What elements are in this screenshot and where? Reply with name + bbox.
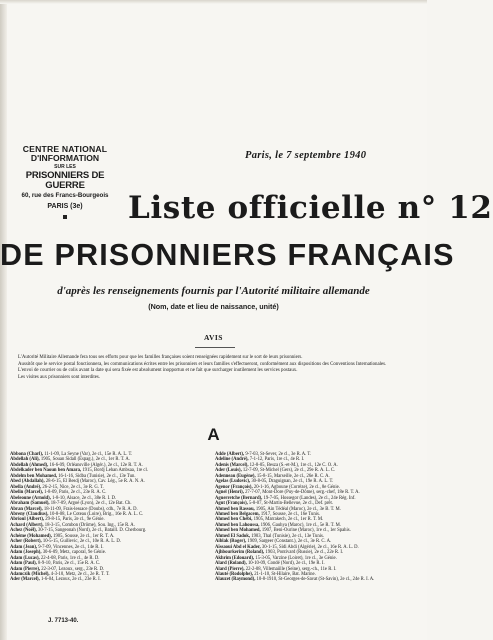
entry-details: 19-7-05, Hossegor (Landes), 2e cl., 24e Rég. Inf.	[262, 495, 356, 501]
entry-name: Ahmed El Sadok,	[215, 533, 251, 539]
entry-name: Ahmed ben Mohamed,	[215, 528, 261, 534]
entry-name: Agelas (Ludovic),	[215, 479, 251, 485]
entry-name: Agnel (Henri),	[215, 490, 244, 496]
entry-details: 1905, Sousse, 2e cl., 1er R. T. A.	[51, 533, 115, 539]
entry-details: 10-5-15, Guillevic, 2e cl., 10e R. A. L. D.	[41, 539, 121, 545]
entry-name: Adam (Pierre),	[10, 566, 41, 572]
entry-details: 22-4-08, Paris, 1re cl., 4e R. D.	[39, 555, 100, 561]
entry-details: 10-8-1910, St-Georges-de-Savat (St-Savin), 2e cl., 24e R. I. A.	[255, 577, 375, 583]
entry-name: Ahmed ben Chébi,	[215, 517, 253, 523]
notice-heading: AVIS	[204, 333, 223, 342]
entry-name: Ahmed ben Rassou,	[215, 506, 255, 512]
entry-details: 1903, Thal (Tunisie), 2e cl., 13e Tunis.	[250, 533, 325, 539]
entry-details: 28-6-15, El Besdj (Maroc), Cav. Lég., 5e R. A. N. A.	[44, 479, 145, 485]
subtitle: d'après les renseignements fournis par l'Autorité militaire allemande	[57, 285, 370, 297]
list-entry	[215, 577, 420, 582]
entry-name: Abdelm ben Mohamed,	[10, 473, 58, 479]
entry-details: 29-8-15, Paris, 2e cl., 9e Génie.	[44, 517, 105, 523]
entry-details: 16-6-09, Orléansville (Algér.), 2e cl., 12e R. T. A.	[48, 462, 143, 468]
dateline: Paris, le 7 septembre 1940	[245, 150, 367, 161]
entry-details: 27-7-07, Mont-Dore (Puy-de-Dôme), serg.-chef, 18e R. T. A.	[243, 490, 360, 496]
entry-details: 7-1-12, Paris, 1re cl., 4e R. I.	[248, 457, 305, 463]
entry-details: 30-1-15, Sidi Abdi (Algérie), 2e cl., 16e R. A. L. D.	[260, 544, 359, 550]
entry-name: Achez (Noël),	[10, 528, 37, 534]
entry-details: 5-8-07, St-Martin-Bellevue, 2e cl., Def. prêt.	[247, 501, 333, 507]
entry-details: 1906, Gauhya (Maroc), 1re cl., 5e R. T. M.	[259, 522, 341, 528]
entry-name: Alard (Pierre),	[215, 566, 245, 572]
org-line-2: D'INFORMATION	[30, 153, 100, 164]
entry-name: Abeleoune (Arnold),	[10, 495, 51, 501]
org-address: 60, rue des Francs-Bourgeois	[21, 192, 109, 200]
entry-name: Alauté (Rodolphe),	[215, 571, 254, 577]
entry-details: 18-7-09, Argoé (Lyon), 2e cl., 12e Bat. Ch.	[49, 501, 132, 507]
entry-details: 15-8-15, Marseille, 2e cl., 26e R. C. A.	[255, 473, 330, 479]
entry-name: Ader (Marcel),	[10, 577, 40, 583]
entry-details: 9-7-03, St-Sever, 2e cl., 3e R. A. T.	[244, 452, 312, 457]
org-line-3: SUR LES	[54, 164, 76, 171]
entry-name: Abreny (Claudius),	[10, 511, 49, 517]
entry-details: 10-10-09, Condé (Nord), 2e cl., 19e R. I.	[246, 561, 325, 567]
entry-details: 18-11-09, Frais-lessace (Doubs), cdh., 7e R. A. D.	[42, 506, 138, 512]
entry-details: 9-7-09, Vincennes, 2e cl., 14e R. I.	[37, 544, 104, 550]
entry-name: Abelin (Marcel),	[10, 490, 43, 496]
entry-name: Achard (Albert),	[10, 522, 44, 528]
org-city: PARIS (3e)	[47, 202, 83, 210]
notice-rule	[195, 347, 235, 348]
entry-name: Aiblak (Roger),	[215, 539, 247, 545]
print-code: J. 7713-40.	[48, 618, 79, 624]
entry-name: Agut (François),	[215, 501, 248, 507]
entry-name: Abed (Abdallah),	[10, 479, 45, 485]
page-edge-shadow	[0, 0, 7, 640]
entry-name: Akhrim (Edouard),	[215, 555, 255, 561]
list-title: Liste officielle n° 12	[128, 190, 493, 226]
entry-name: Abbona (Charl),	[10, 452, 44, 457]
entry-details: 1905, Souan Sidall (Espag.), 2e cl., 1er R. T. A.	[39, 457, 130, 463]
entry-details: 1917, Sousse, 2e cl., 16e Tunis.	[259, 511, 320, 517]
entry-details: 1915, Bordj Lehan Ambsaa, 1re cl.	[81, 468, 148, 474]
entry-details: 22-3-07, Lezoux, serg., 23e R. D.	[40, 566, 105, 572]
entry-name: Achéme (Mohamed),	[10, 533, 52, 539]
entry-details: 1909, Sargeer (Constant.), 2e cl., 3e R. C. A.	[246, 539, 332, 545]
entry-details: 8-9-10, Paris, 2e cl., 15e R. A. C.	[36, 561, 101, 567]
notice-paragraph: L'Autorité Militaire Allemande fera tous ses efforts pour que les familles françaises soient renseignées rapidement sur le sort de leurs prisonniers.	[18, 355, 303, 360]
entry-name: Adeline (André),	[215, 457, 249, 463]
entry-details: 26-2-15, Nice, 2e cl., 3e R. G. T.	[41, 484, 104, 490]
notice-paragraph: Aussitôt que le service postal fonctionnera, les communications écrites entre les prisonniers et leurs familles s'effectueront, conformément aux dispositions des Conventions Internationales.	[18, 361, 387, 367]
entry-details: 30-6-09, Metz, caporal, 9e Génie.	[41, 550, 106, 556]
entry-details: 18-3-15, Combon (Drôme), Sou. Ing., 15e R. A.	[43, 522, 135, 528]
entry-name: Abdelkader ben Naoun ben Amara,	[10, 468, 82, 474]
entry-name: Adamczik (Michel),	[10, 571, 50, 577]
entry-name: Ahmed ben Lahoussa,	[215, 522, 260, 528]
org-line-4: PRISONNIERS DE GUERRE	[25, 170, 105, 192]
list-entry	[10, 577, 215, 582]
entry-name: Adam (Joseph),	[10, 550, 42, 556]
entry-name: Adam (Jean),	[10, 544, 38, 550]
entry-details: 15-3-05, Varzine (Loiret), 1re cl., 3e Génie.	[254, 555, 337, 561]
entry-details: 4-3-10, Metz, 2e cl., 2e R. T. T.	[49, 571, 110, 577]
entry-name: Aguerretche (Bernard),	[215, 495, 263, 501]
entry-details: 1-8-10, Alsace, 2e cl., 38e R. I. D.	[50, 495, 117, 501]
entry-name: Abella (André),	[10, 484, 42, 490]
entries-column-left	[10, 452, 215, 583]
entry-details: 12-7-09, St-Michel (Gers), 2e cl., 29e R. A. L. C.	[241, 468, 336, 474]
entry-name: Acher (Robert),	[10, 539, 42, 545]
org-line-1: CENTRE NATIONAL	[22, 144, 108, 154]
entry-details: 1-8-09, Paris, 2e cl., 23e R. A. C.	[42, 490, 107, 496]
entry-details: 20-1-16, Agboune (Corrèze), 2e cl., 8e Génie.	[252, 484, 340, 490]
entry-name: Adenis (Marcel),	[215, 462, 249, 468]
entry-details: 30-8-05, Draguignan, 2e cl., 19e R. A. L. T.	[250, 479, 334, 485]
entry-details: 21-1-10, St-Hilaire, Bat. Marine.	[253, 571, 316, 577]
entry-details: 30-7-15, Sangeonah (Nord), 2e cl., Bataill. D. Cherbourg.	[36, 528, 147, 534]
page-title: DE PRISONNIERS FRANÇAIS	[0, 238, 455, 272]
entry-name: Agenor (François),	[215, 484, 253, 490]
entry-details: 1907, Beni-Ourine (Maroc), 1re cl., 1er Spahis.	[260, 528, 351, 534]
entry-details: 16-1-16, Sidba (Tunisie), 2e cl., 13e Tun.	[57, 473, 136, 479]
entry-details: 1903, Pontivard (Russie), 2e cl., 22e R. I.	[264, 550, 344, 556]
notice-body	[10, 355, 420, 381]
notice-paragraph: Les visites aux prisonniers sont interdites.	[18, 374, 101, 380]
entry-details: 1905, Marrakech, 2e cl., 1er R. T. M.	[252, 517, 324, 523]
entry-name: Ajhbourkerim (Roland),	[215, 550, 265, 556]
entry-details: 1905, Ain Tédéal (Maroc), 2e cl., 3e B. T. M.	[254, 506, 341, 512]
notice-paragraph: L'envoi de courrier ou de colis avant la date qui sera fixée est absolument inopportun et ne fait que surcharger inutilement les services postaux.	[18, 368, 298, 374]
entry-name: Ader (Louis),	[215, 468, 242, 474]
entry-details: 22-2-08, Villemaiille (Seine), serg.-ch., 11e R. I.	[244, 566, 337, 572]
subtitle-fields: (Nom, date et lieu de naissance, unité)	[148, 302, 279, 311]
entry-name: Adenneau (Eugène),	[215, 473, 256, 479]
entry-name: Abran (Marcel),	[10, 506, 43, 512]
entry-name: Aïssaoui Abd el Kader,	[215, 544, 261, 550]
entry-name: Ahmed ben Belgacem,	[215, 511, 260, 517]
entry-name: Adde (Albert),	[215, 452, 245, 457]
entry-details: 10-8-08, Le Coteau (Loire), Brig., 16e R. A. L. C.	[48, 511, 144, 517]
section-letter: A	[207, 425, 220, 444]
entry-name: Alard (Roland),	[215, 561, 247, 567]
entry-details: 11-1-09, La Seyne (Var), 2e cl., 15e R. A. L. T.	[43, 452, 133, 457]
entry-name: Adam (Paul),	[10, 561, 37, 567]
entry-details: 1-6-04, Lezoux, 2e cl., 23e R. I.	[39, 577, 101, 583]
page-top-shadow	[0, 0, 427, 4]
entry-name: Abrioul (Albert),	[10, 517, 45, 523]
bullet-mark	[63, 215, 67, 219]
entry-name: Alauzet (Raymond),	[215, 577, 256, 583]
entry-name: Abdellah (Ali),	[10, 457, 40, 463]
entry-name: Adam (Lucas),	[10, 555, 40, 561]
organization-header	[10, 145, 120, 219]
entry-name: Abdellah (Ahmed),	[10, 462, 49, 468]
entry-details: 12-8-05, Besza (S.-et-M.), 1re cl., 12e C. O. A.	[248, 462, 338, 468]
entry-name: Abraham (Samuel),	[10, 501, 50, 507]
entries-column-right	[215, 452, 420, 583]
